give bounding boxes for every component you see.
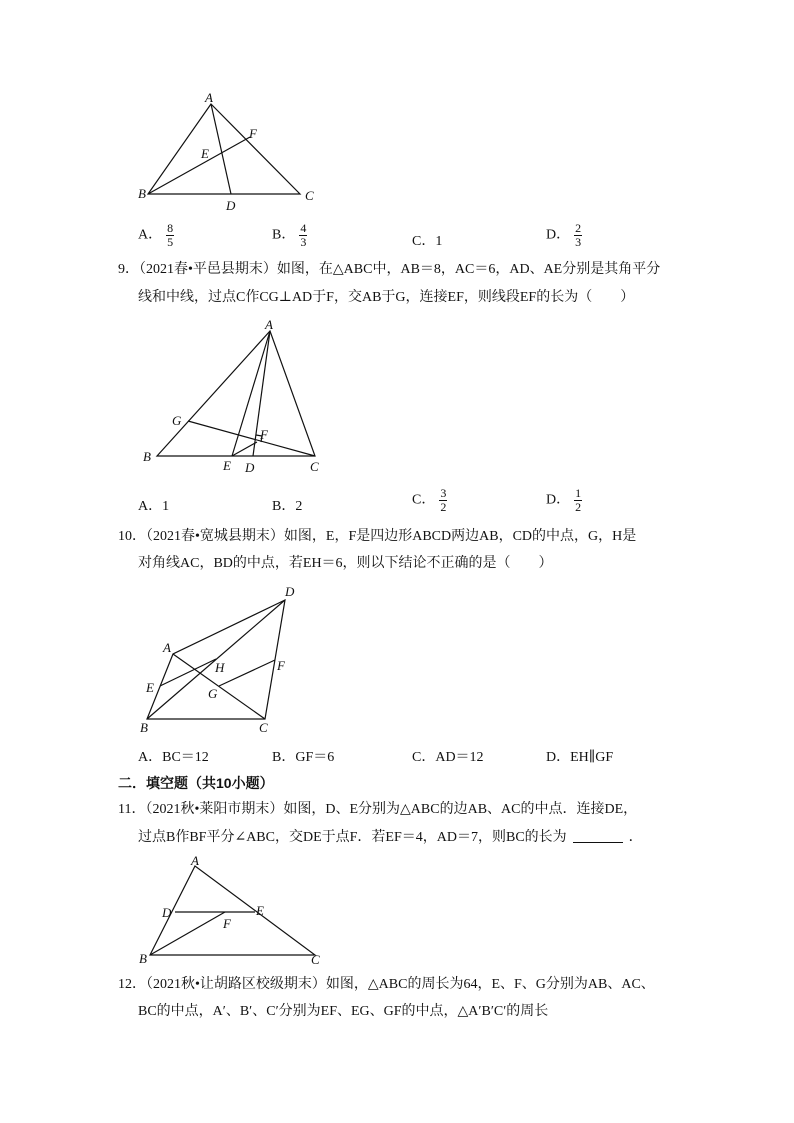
label-a: A [265, 317, 273, 332]
figure-q11 [135, 852, 335, 967]
label-e: E [223, 458, 231, 473]
figure-q9 [135, 315, 335, 480]
fraction [574, 222, 582, 249]
fraction-num: 2 [575, 221, 582, 235]
option-c-text: C．1 [412, 234, 443, 249]
answer-blank[interactable] [573, 828, 623, 843]
fraction-den: 2 [575, 500, 582, 514]
fraction-den: 5 [167, 235, 174, 249]
fraction [574, 487, 582, 514]
label-c: C [305, 188, 314, 203]
label-c: C [259, 720, 268, 735]
label-d: D [285, 584, 295, 599]
q10-option-d[interactable] [546, 746, 613, 766]
q12-line1: 12．（2021秋•让胡路区校级期末）如图，△ABC的周长为64，E、F、G分别为AB、AC、 [118, 977, 655, 992]
q11-line2-text: 过点B作BF平分∠ABC，交DE于点F．若EF＝4，AD＝7，则BC的长为 [138, 830, 567, 845]
q10-line1: 10．（2021春•宽城县期末）如图，E，F是四边形ABCD两边AB，CD的中点，G，H是 [118, 529, 637, 544]
segment-gf [219, 660, 275, 686]
label-a: A [205, 90, 213, 105]
q11-line2-end: ． [628, 830, 643, 845]
label-b: B [143, 449, 151, 464]
q9-line1: 9．（2021春•平邑县期末）如图，在△ABC中，AB＝8，AC＝6，AD、AE分别是其角平分 [118, 262, 661, 277]
label-a: A [163, 640, 171, 655]
triangle-abc [148, 104, 300, 194]
fraction-den: 3 [575, 235, 582, 249]
fraction-den: 2 [440, 500, 447, 514]
figure-q8 [130, 90, 330, 220]
fraction-den: 3 [300, 235, 307, 249]
q9-line2: 线和中线，过点C作CG⊥AD于F，交AB于G，连接EF，则线段EF的长为（ ） [138, 290, 635, 305]
q8-option-a[interactable] [138, 222, 174, 249]
label-h: H [215, 660, 225, 675]
q12-line2: BC的中点，A′、B′、C′分别为EF、EG、GF的中点，△A′B′C′的周长 [138, 1004, 549, 1019]
option-b-prefix: B． [272, 227, 296, 243]
option-c-text: C．AD＝12 [412, 750, 484, 765]
segment-bf [148, 137, 250, 194]
triangle-abc [150, 866, 315, 955]
fraction [166, 222, 174, 249]
figure-q10 [135, 580, 315, 735]
label-b: B [139, 951, 147, 966]
fraction-num: 3 [440, 486, 447, 500]
section-title: 二．填空题（共10小题） [118, 775, 274, 791]
q9-option-a[interactable] [138, 495, 169, 515]
option-d-prefix: D． [546, 227, 571, 243]
q8-option-c[interactable] [412, 230, 442, 250]
label-a: A [191, 853, 199, 868]
segment-eh [160, 659, 216, 686]
fraction-num: 1 [575, 486, 582, 500]
label-d: D [245, 460, 255, 475]
label-e: E [201, 146, 209, 161]
option-b-text: B．GF＝6 [272, 750, 335, 765]
q9-option-d[interactable] [546, 487, 582, 514]
q11-line1: 11．（2021秋•莱阳市期末）如图，D、E分别为△ABC的边AB、AC的中点．连接DE， [118, 802, 638, 817]
label-e: E [256, 903, 264, 918]
option-a-prefix: A． [138, 227, 163, 243]
label-b: B [138, 186, 146, 201]
option-d-prefix: D． [546, 492, 571, 508]
option-a-text: A．BC＝12 [138, 750, 209, 765]
q10-option-a[interactable] [138, 746, 209, 766]
label-f: F [277, 658, 285, 673]
label-c: C [311, 952, 320, 967]
label-g: G [208, 686, 218, 701]
q9-option-b[interactable] [272, 495, 302, 515]
label-d: D [162, 905, 172, 920]
label-f: F [260, 427, 268, 442]
option-c-prefix: C． [412, 492, 436, 508]
q8-option-d[interactable] [546, 222, 582, 249]
label-f: F [249, 126, 257, 141]
q9-option-c[interactable] [412, 487, 447, 514]
segment-cg [188, 421, 315, 456]
label-e: E [146, 680, 154, 695]
q8-option-b[interactable] [272, 222, 307, 249]
fraction-num: 8 [167, 221, 174, 235]
q10-option-b[interactable] [272, 746, 334, 766]
label-b: B [140, 720, 148, 735]
q10-line2: 对角线AC，BD的中点，若EH＝6，则以下结论不正确的是（ ） [138, 556, 553, 571]
q10-option-c[interactable] [412, 746, 484, 766]
option-d-text: D．EH∥GF [546, 750, 614, 765]
label-d: D [226, 198, 236, 213]
label-f: F [223, 916, 231, 931]
q11-line2 [138, 825, 643, 851]
fraction-num: 4 [300, 221, 307, 235]
fraction [299, 222, 307, 249]
fraction [439, 487, 447, 514]
triangle-abc [157, 331, 315, 456]
option-b-text: B．2 [272, 499, 303, 514]
label-g: G [172, 413, 182, 428]
option-a-text: A．1 [138, 499, 170, 514]
label-c: C [310, 459, 319, 474]
